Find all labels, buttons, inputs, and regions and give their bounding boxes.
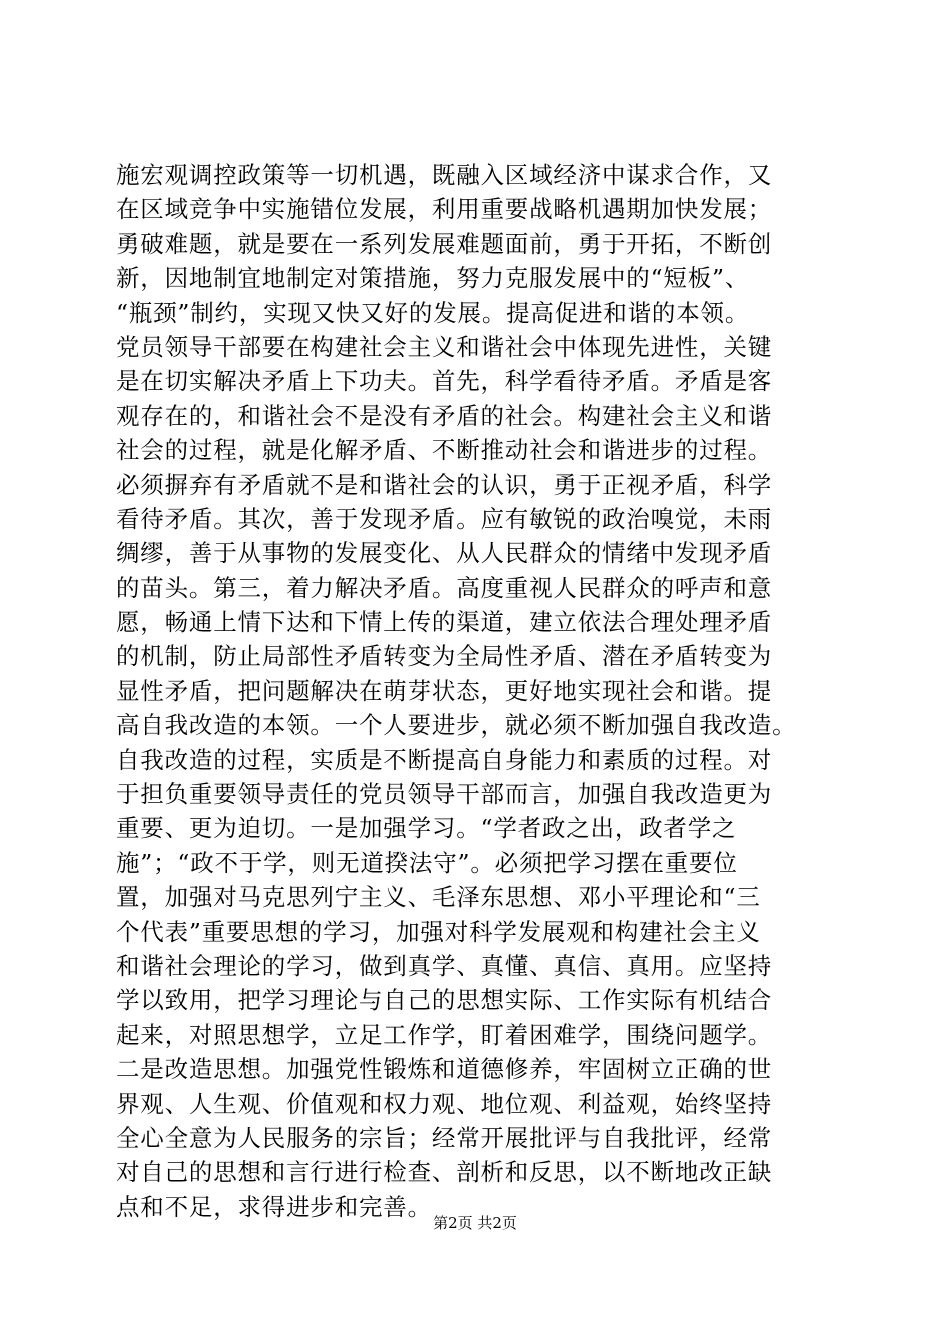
text-line: 个代表”重要思想的学习，加强对科学发展观和构建社会主义	[116, 917, 761, 946]
text-line: 绸缪，善于从事物的发展变化、从人民群众的情绪中发现矛盾	[116, 539, 773, 568]
text-line: 党员领导干部要在构建社会主义和谐社会中体现先进性，关键	[116, 332, 773, 361]
text-line: 施宏观调控政策等一切机遇，既融入区域经济中谋求合作，又	[116, 161, 773, 189]
text-line: 愿，畅通上情下达和下情上传的渠道，建立依法合理处理矛盾	[116, 608, 773, 637]
text-line: 新，因地制宜地制定对策措施，努力克服发展中的“短板”、	[116, 264, 750, 293]
text-line: 看待矛盾。其次，善于发现矛盾。应有敏锐的政治嗅觉，未雨	[116, 504, 773, 533]
text-line: 重要、更为迫切。一是加强学习。“学者政之出，政者学之	[116, 814, 737, 843]
text-line: 勇破难题，就是要在一系列发展难题面前，勇于开拓，不断创	[116, 229, 773, 258]
text-line: 二是改造思想。加强党性锻炼和道德修养，牢固树立正确的世	[116, 1055, 773, 1084]
text-line: 在区域竞争中实施错位发展，利用重要战略机遇期加快发展；	[116, 195, 773, 224]
text-line: 观存在的，和谐社会不是没有矛盾的社会。构建社会主义和谐	[116, 401, 773, 430]
text-line: 点和不足，求得进步和完善。	[116, 1192, 432, 1221]
text-line: 必须摒弃有矛盾就不是和谐社会的认识，勇于正视矛盾，科学	[116, 470, 773, 499]
text-line: 界观、人生观、价值观和权力观、地位观、利益观，始终坚持	[116, 1089, 773, 1118]
text-line: 对自己的思想和言行进行检查、剖析和反思，以不断地改正缺	[116, 1158, 773, 1187]
page-footer: 第2页 共2页	[433, 1214, 517, 1232]
text-line: 的机制，防止局部性矛盾转变为全局性矛盾、潜在矛盾转变为	[116, 642, 773, 671]
text-line: 起来，对照思想学，立足工作学，盯着困难学，围绕问题学。	[116, 1020, 773, 1049]
text-line: 社会的过程，就是化解矛盾、不断推动社会和谐进步的过程。	[116, 436, 773, 465]
text-line: 自我改造的过程，实质是不断提高自身能力和素质的过程。对	[116, 745, 773, 774]
text-line: 显性矛盾，把问题解决在萌芽状态，更好地实现社会和谐。提	[116, 676, 773, 705]
text-line: 和谐社会理论的学习，做到真学、真懂、真信、真用。应坚持	[116, 951, 773, 980]
body-text	[116, 158, 856, 1224]
text-line: 学以致用，把学习理论与自己的思想实际、工作实际有机结合	[116, 986, 773, 1015]
text-line: 施”；“政不于学，则无道揆法守”。必须把学习摆在重要位	[116, 848, 738, 877]
text-line: 全心全意为人民服务的宗旨；经常开展批评与自我批评，经常	[116, 1123, 773, 1152]
text-line: 的苗头。第三，着力解决矛盾。高度重视人民群众的呼声和意	[116, 573, 773, 602]
text-line: 于担负重要领导责任的党员领导干部而言，加强自我改造更为	[116, 780, 773, 809]
text-line: 高自我改造的本领。一个人要进步，就必须不断加强自我改造。	[116, 711, 797, 740]
text-line: 置，加强对马克思列宁主义、毛泽东思想、邓小平理论和“三	[116, 883, 761, 912]
text-line: 是在切实解决矛盾上下功夫。首先，科学看待矛盾。矛盾是客	[116, 367, 773, 396]
text-line: “瓶颈”制约，实现又快又好的发展。提高促进和谐的本领。	[116, 298, 750, 327]
